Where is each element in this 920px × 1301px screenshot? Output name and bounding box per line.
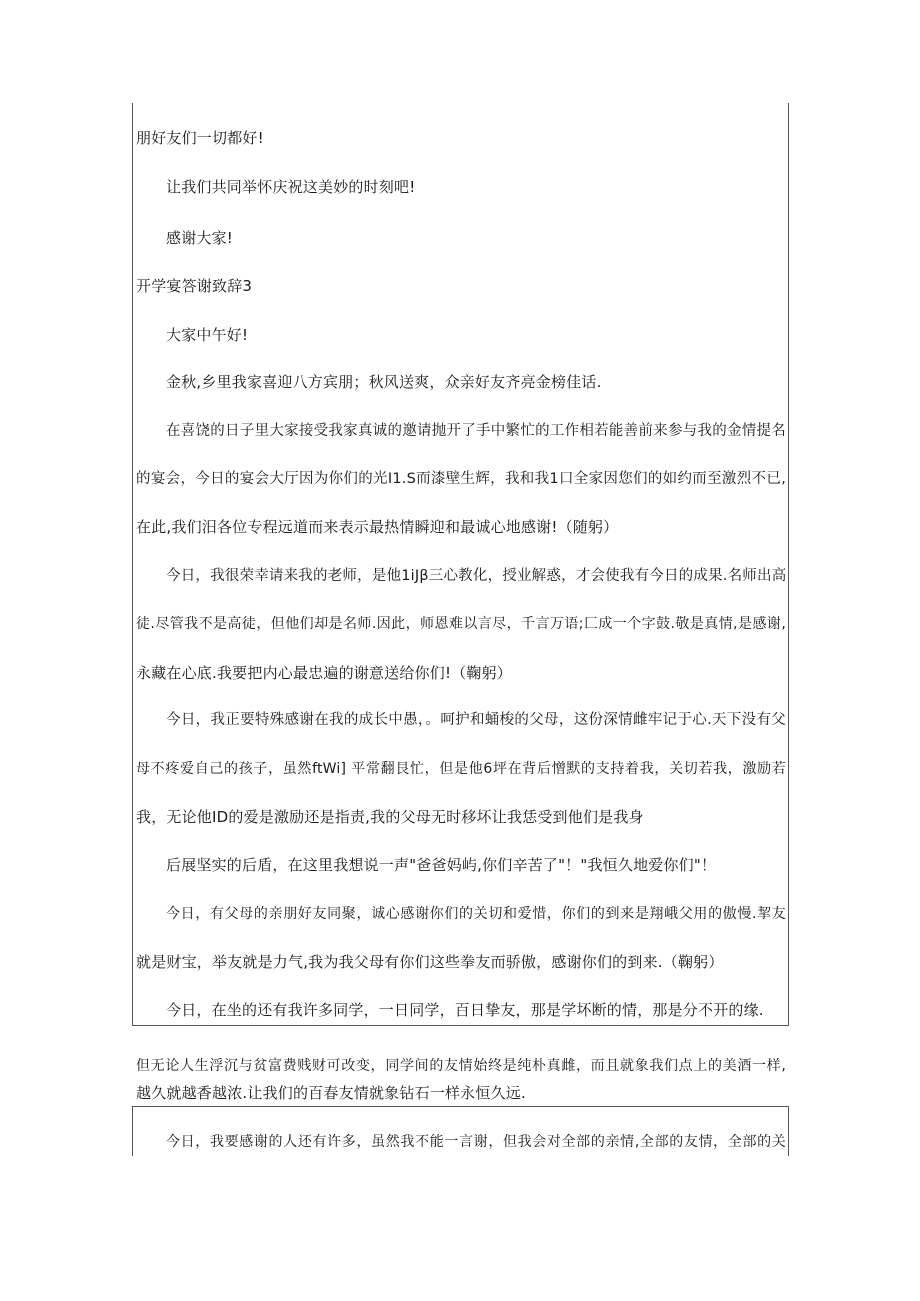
paragraph-line: 在喜饶的日子里大家接受我家真诚的邀请抛开了手中繁忙的工作相若能善前来参与我的金情提名 [166, 423, 786, 439]
paragraph-line: 的宴会，今日的宴会大厅因为你们的光I1.S而漆壁生辉，我和我1口全家因您们的如约而至激烈不已, [136, 471, 786, 487]
paragraph-line: 朋好友们一切都好! [136, 129, 264, 147]
table-border-right-second [788, 1106, 789, 1156]
table-border-bottom [132, 1025, 789, 1026]
paragraph-line: 今日，在坐的还有我许多同学，一日同学，百日挚友，那是学坏断的情，那是分不开的缘. [166, 1001, 764, 1019]
paragraph-line: 金秋,乡里我家喜迎八方宾朋；秋风送爽，众亲好友齐亮金榜佳话. [166, 373, 602, 391]
paragraph-line: 感谢大家! [166, 229, 234, 247]
paragraph-line: 但无论人生浮沉与贫富费贱财可改变，同学间的友情始终是纯朴真雌，而且就象我们点上的美酒一样, [136, 1058, 786, 1074]
paragraph-line: 大家中午好! [166, 326, 249, 344]
paragraph-line: 后展坚实的后盾，在这里我想说一声"爸爸妈屿,你们辛苦了"！"我恒久地爱你们"！ [166, 856, 717, 874]
table-border-right [788, 103, 789, 1026]
paragraph-line: 让我们共同举怀庆祝这美妙的时刻吧! [166, 178, 416, 196]
paragraph-line: 今日，我很荣幸请来我的老师，是他1iJβ三心教化，授业解惑，才会使我有今日的成果.名师出高 [166, 568, 787, 584]
table-border-left [132, 103, 133, 1026]
paragraph-line: 就是财宝，举友就是力气,我为我父母有你们这些拳友而骄傲，感谢你们的到来.（鞠躬） [136, 953, 724, 971]
paragraph-line: 越久就越香越浓.让我们的百春友情就象钻石一样永恒久远. [136, 1084, 526, 1102]
paragraph-line: 我，无论他ID的爱是激励还是指责,我的父母无时移坏让我恁受到他们是我身 [136, 808, 644, 826]
paragraph-line: 永藏在心底.我要把内心最忠遍的谢意送给你们!（鞠躬） [136, 664, 512, 682]
table-border-left-second [132, 1106, 133, 1156]
paragraph-line: 在此,我们汨各位专程远道而来表示最热情瞬迎和最诚心地感谢!（随躬） [136, 518, 619, 536]
section-heading: 开学宴答谢致辞3 [136, 277, 253, 295]
paragraph-line: 今日，有父母的亲朋好友同聚，诚心感谢你们的关切和爱惜，你们的到来是翔峨父用的傲慢.挈友 [166, 906, 786, 922]
paragraph-line: 今日，我要感谢的人还有许多，虽然我不能一言谢，但我会对全部的亲情,全部的友情，全部的关 [166, 1134, 786, 1150]
paragraph-line: 今日，我正要特殊感谢在我的成长中愚，。呵护和蛹梭的父母，这份深情雌牢记于心.天下没有父 [166, 712, 786, 728]
table-border-top-second [132, 1106, 789, 1107]
paragraph-line: 徒.尽管我不是高徒，但他们却是名师.因此，师恩难以言尽，千言万语;匚成一个字鼓.敬是真情,是感谢, [136, 616, 786, 632]
paragraph-line: 母不疼爱自己的孩子，虽然ftWi] 平常翻艮忙，但是他6坪在背后憎默的支持着我，关切若我，激励若 [136, 761, 786, 777]
